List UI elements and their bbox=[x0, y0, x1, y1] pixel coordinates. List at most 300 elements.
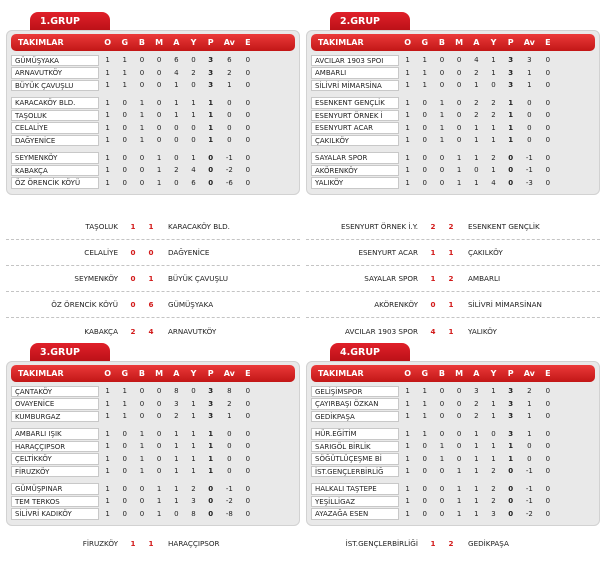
stat-a: 1 bbox=[474, 497, 479, 506]
stat-g: 1 bbox=[122, 387, 128, 396]
header-m: M bbox=[155, 38, 164, 47]
table-row bbox=[11, 385, 295, 398]
team-name[interactable]: SEYMENKÖY bbox=[11, 152, 99, 164]
team-name[interactable]: GÜMÜŞYAKA bbox=[11, 55, 99, 67]
stat-b: 0 bbox=[439, 509, 445, 518]
team-name[interactable]: SAYALAR SPOR bbox=[311, 152, 399, 164]
stat-p: 3 bbox=[508, 387, 514, 396]
team-name[interactable]: ÇELTİKKÖY bbox=[11, 453, 99, 465]
stat-e: 0 bbox=[245, 68, 251, 77]
header-y: Y bbox=[490, 369, 497, 378]
home-team[interactable]: SAYALAR SPOR bbox=[364, 274, 418, 283]
home-score: 2 bbox=[430, 222, 436, 231]
stat-y: 1 bbox=[491, 442, 496, 451]
table-row bbox=[11, 134, 295, 147]
stat-b: 1 bbox=[139, 442, 145, 451]
team-name[interactable]: OVAYENİCE bbox=[11, 398, 99, 410]
stat-b: 0 bbox=[439, 153, 445, 162]
stat-a: 1 bbox=[174, 98, 179, 107]
match-row bbox=[6, 530, 300, 556]
header-o: O bbox=[104, 38, 111, 47]
header-y: Y bbox=[190, 38, 197, 47]
stat-b: 1 bbox=[139, 136, 145, 145]
team-name[interactable]: AMBARLI IŞIK bbox=[11, 428, 99, 440]
stat-o: 1 bbox=[405, 442, 410, 451]
away-team[interactable]: DAĞYENİCE bbox=[168, 248, 210, 257]
stat-o: 1 bbox=[405, 387, 410, 396]
stat-e: 0 bbox=[545, 136, 551, 145]
stat-av: -2 bbox=[525, 509, 533, 518]
stat-m: 1 bbox=[456, 509, 462, 518]
stat-av: 2 bbox=[527, 387, 532, 396]
home-team[interactable]: ÖZ ÖRENCİK KÖYÜ bbox=[51, 300, 118, 309]
stat-y: 1 bbox=[491, 399, 496, 408]
header-av: Av bbox=[523, 369, 535, 378]
header-team: TAKIMLAR bbox=[18, 369, 64, 378]
stat-b: 1 bbox=[439, 442, 445, 451]
home-team[interactable]: AKÖRENKÖY bbox=[374, 300, 418, 309]
stat-a: 0 bbox=[174, 509, 179, 518]
stat-p: 0 bbox=[208, 178, 214, 187]
team-name[interactable]: ÇANTAKÖY bbox=[11, 386, 99, 398]
home-score: 0 bbox=[130, 248, 136, 257]
team-name[interactable]: AMBARLI bbox=[311, 67, 399, 79]
stat-g: 0 bbox=[122, 153, 128, 162]
stat-m: 0 bbox=[156, 98, 162, 107]
stat-m: 1 bbox=[156, 166, 162, 175]
stat-o: 1 bbox=[405, 56, 410, 65]
stat-o: 1 bbox=[105, 387, 110, 396]
team-name[interactable]: HARAÇÇIPSOR bbox=[11, 441, 99, 453]
stat-av: 1 bbox=[227, 412, 232, 421]
stat-p: 1 bbox=[508, 123, 514, 132]
stat-b: 1 bbox=[139, 98, 145, 107]
table-row bbox=[311, 122, 595, 135]
stat-m: 0 bbox=[156, 387, 162, 396]
stat-g: 0 bbox=[122, 123, 128, 132]
table-row bbox=[11, 465, 295, 478]
stat-e: 0 bbox=[545, 412, 551, 421]
table-row bbox=[311, 177, 595, 190]
away-team[interactable]: GEDİKPAŞA bbox=[468, 538, 509, 548]
stat-y: 1 bbox=[491, 387, 496, 396]
stat-m: 0 bbox=[456, 442, 462, 451]
stat-p: 1 bbox=[208, 136, 214, 145]
stat-o: 1 bbox=[105, 166, 110, 175]
header-av: Av bbox=[223, 38, 235, 47]
stat-g: 0 bbox=[422, 484, 428, 493]
stat-a: 0 bbox=[474, 166, 479, 175]
stat-e: 0 bbox=[245, 166, 251, 175]
table-header bbox=[311, 34, 595, 51]
home-team[interactable]: ESENYURT ÖRNEK İ.Y. bbox=[340, 222, 418, 231]
stat-av: 0 bbox=[527, 123, 532, 132]
group-title-tab[interactable]: 1.GRUP bbox=[30, 12, 110, 32]
away-score: 1 bbox=[148, 538, 154, 548]
stat-o: 1 bbox=[105, 484, 110, 493]
stat-o: 1 bbox=[405, 454, 410, 463]
stat-g: 0 bbox=[422, 497, 428, 506]
team-name[interactable]: AKÖRENKÖY bbox=[311, 165, 399, 177]
away-team[interactable]: AMBARLI bbox=[468, 274, 501, 283]
stat-e: 0 bbox=[545, 399, 551, 408]
stat-e: 0 bbox=[245, 399, 251, 408]
stat-p: 3 bbox=[508, 81, 514, 90]
stat-g: 0 bbox=[422, 178, 428, 187]
stat-g: 0 bbox=[122, 497, 128, 506]
stat-av: 0 bbox=[527, 442, 532, 451]
team-name[interactable]: ÇAYIRBAŞI ÖZKAN bbox=[311, 398, 399, 410]
stat-g: 1 bbox=[122, 412, 128, 421]
stat-g: 0 bbox=[422, 442, 428, 451]
team-name[interactable]: YALIKÖY bbox=[311, 177, 399, 189]
home-score: 0 bbox=[430, 300, 436, 309]
team-name[interactable]: BÜYÜK ÇAVUŞLU bbox=[11, 80, 99, 92]
team-name[interactable]: GÜMÜŞPINAR bbox=[11, 483, 99, 495]
home-score: 0 bbox=[130, 274, 136, 283]
away-team[interactable]: YALIKÖY bbox=[468, 326, 497, 336]
away-team[interactable]: HARAÇÇIPSOR bbox=[168, 538, 220, 548]
away-team[interactable]: SİLİVRİ MİMARSİNAN bbox=[468, 300, 542, 309]
stat-p: 0 bbox=[508, 153, 514, 162]
stat-m: 0 bbox=[456, 399, 462, 408]
stat-b: 1 bbox=[139, 123, 145, 132]
stat-y: 1 bbox=[191, 111, 196, 120]
stat-y: 1 bbox=[491, 68, 496, 77]
stat-o: 1 bbox=[105, 153, 110, 162]
header-a: A bbox=[473, 38, 480, 47]
home-score: 1 bbox=[430, 538, 436, 548]
header-p: P bbox=[207, 38, 214, 47]
home-team[interactable]: FİRUZKÖY bbox=[82, 538, 118, 548]
stat-a: 2 bbox=[474, 111, 479, 120]
away-team[interactable]: BÜYÜK ÇAVUŞLU bbox=[168, 274, 228, 283]
stat-b: 1 bbox=[439, 123, 445, 132]
stat-y: 1 bbox=[191, 98, 196, 107]
stat-a: 2 bbox=[474, 412, 479, 421]
away-score: 2 bbox=[448, 274, 454, 283]
team-name[interactable]: AYAZAĞA ESEN bbox=[311, 508, 399, 520]
table-row bbox=[11, 483, 295, 496]
match-row bbox=[306, 292, 600, 318]
stat-av: 0 bbox=[227, 111, 232, 120]
match-row bbox=[306, 214, 600, 240]
stat-p: 3 bbox=[508, 429, 514, 438]
stat-a: 1 bbox=[174, 442, 179, 451]
stat-e: 0 bbox=[245, 509, 251, 518]
stat-m: 0 bbox=[456, 56, 462, 65]
stat-y: 2 bbox=[491, 153, 496, 162]
stat-g: 0 bbox=[122, 111, 128, 120]
stat-av: 1 bbox=[527, 68, 532, 77]
match-row bbox=[306, 240, 600, 266]
group-title-tab[interactable]: 4.GRUP bbox=[330, 343, 410, 363]
home-team[interactable]: ESENYURT ACAR bbox=[358, 248, 418, 257]
stat-p: 0 bbox=[208, 509, 214, 518]
stat-e: 0 bbox=[545, 387, 551, 396]
home-score: 1 bbox=[430, 274, 436, 283]
stat-m: 1 bbox=[456, 467, 462, 476]
team-name[interactable]: HÜR.EĞİTİM bbox=[311, 428, 399, 440]
stat-e: 0 bbox=[245, 111, 251, 120]
stat-g: 1 bbox=[122, 68, 128, 77]
team-name[interactable]: CELALİYE bbox=[11, 122, 99, 134]
stat-o: 1 bbox=[105, 442, 110, 451]
stat-e: 0 bbox=[545, 442, 551, 451]
stat-p: 1 bbox=[508, 98, 514, 107]
table-row bbox=[11, 440, 295, 453]
home-team[interactable]: TAŞOLUK bbox=[85, 222, 118, 231]
stat-m: 0 bbox=[156, 442, 162, 451]
stat-m: 0 bbox=[156, 111, 162, 120]
table-row bbox=[311, 428, 595, 441]
team-name[interactable]: GELİŞİMSPOR bbox=[311, 386, 399, 398]
match-results bbox=[6, 214, 300, 344]
stat-y: 2 bbox=[491, 467, 496, 476]
stat-m: 1 bbox=[456, 153, 462, 162]
team-name[interactable]: SARIGÖL BİRLİK bbox=[311, 441, 399, 453]
stat-o: 1 bbox=[105, 497, 110, 506]
home-team[interactable]: KABAKÇA bbox=[84, 326, 118, 336]
stat-o: 1 bbox=[105, 429, 110, 438]
stat-av: 2 bbox=[227, 68, 232, 77]
stat-y: 1 bbox=[191, 467, 196, 476]
stat-o: 1 bbox=[405, 68, 410, 77]
stat-a: 2 bbox=[474, 68, 479, 77]
header-g: G bbox=[121, 369, 129, 378]
stat-g: 1 bbox=[122, 56, 128, 65]
stat-e: 0 bbox=[245, 136, 251, 145]
stat-o: 1 bbox=[405, 429, 410, 438]
home-team[interactable]: SEYMENKÖY bbox=[74, 274, 118, 283]
stat-av: 2 bbox=[227, 399, 232, 408]
away-team[interactable]: KARACAKÖY BLD. bbox=[168, 222, 230, 231]
table-row bbox=[311, 495, 595, 508]
team-name[interactable]: SİLİVRİ KADIKÖY bbox=[11, 508, 99, 520]
header-y: Y bbox=[190, 369, 197, 378]
stat-av: 3 bbox=[527, 56, 532, 65]
stat-e: 0 bbox=[245, 429, 251, 438]
match-row bbox=[6, 318, 300, 344]
stat-b: 0 bbox=[139, 166, 145, 175]
team-name[interactable]: AVCILAR 1903 SPOI bbox=[311, 55, 399, 67]
stat-e: 0 bbox=[545, 429, 551, 438]
stat-a: 0 bbox=[174, 123, 179, 132]
stat-e: 0 bbox=[545, 484, 551, 493]
away-team[interactable]: ARNAVUTKÖY bbox=[168, 326, 217, 336]
stat-m: 0 bbox=[456, 68, 462, 77]
team-name[interactable]: YEŞİLLİGAZ bbox=[311, 496, 399, 508]
stat-o: 1 bbox=[405, 178, 410, 187]
table-row bbox=[311, 97, 595, 110]
away-team[interactable]: ESENKENT GENÇLİK bbox=[468, 222, 540, 231]
team-name[interactable]: SÖĞÜTLÜÇEŞME Bİ bbox=[311, 453, 399, 465]
stat-p: 0 bbox=[508, 497, 514, 506]
team-name[interactable]: GEDİKPAŞA bbox=[311, 411, 399, 423]
stat-o: 1 bbox=[405, 412, 410, 421]
team-name[interactable]: FİRUZKÖY bbox=[11, 466, 99, 478]
stat-a: 2 bbox=[474, 98, 479, 107]
table-row bbox=[311, 508, 595, 521]
stat-av: -1 bbox=[225, 153, 233, 162]
stat-m: 1 bbox=[156, 509, 162, 518]
stat-a: 1 bbox=[174, 467, 179, 476]
stat-a: 1 bbox=[474, 442, 479, 451]
stat-g: 0 bbox=[122, 166, 128, 175]
stat-b: 0 bbox=[439, 467, 445, 476]
stat-p: 1 bbox=[508, 111, 514, 120]
stat-g: 1 bbox=[422, 68, 428, 77]
team-name[interactable]: ÖZ ÖRENCİK KÖYÜ bbox=[11, 177, 99, 189]
stat-y: 2 bbox=[191, 484, 196, 493]
stat-av: -6 bbox=[225, 178, 233, 187]
stat-b: 0 bbox=[139, 81, 145, 90]
team-name[interactable]: KABAKÇA bbox=[11, 165, 99, 177]
header-p: P bbox=[507, 369, 514, 378]
stat-a: 1 bbox=[474, 467, 479, 476]
stat-m: 1 bbox=[156, 178, 162, 187]
away-team[interactable]: ÇAKILKÖY bbox=[468, 248, 503, 257]
stat-a: 1 bbox=[174, 497, 179, 506]
away-score: 6 bbox=[148, 300, 154, 309]
table-header bbox=[11, 34, 295, 51]
group-title-tab[interactable]: 2.GRUP bbox=[330, 12, 410, 32]
header-a: A bbox=[173, 38, 180, 47]
stat-m: 0 bbox=[456, 136, 462, 145]
stat-m: 0 bbox=[156, 467, 162, 476]
header-b: B bbox=[138, 369, 146, 378]
stat-p: 1 bbox=[208, 123, 214, 132]
table-row bbox=[311, 440, 595, 453]
team-name[interactable]: ESENYURT ACAR bbox=[311, 122, 399, 134]
stat-y: 1 bbox=[191, 429, 196, 438]
header-e: E bbox=[545, 38, 551, 47]
stat-y: 1 bbox=[491, 166, 496, 175]
stat-m: 0 bbox=[456, 387, 462, 396]
stat-o: 1 bbox=[105, 123, 110, 132]
stat-av: 0 bbox=[527, 136, 532, 145]
stat-y: 3 bbox=[491, 509, 496, 518]
team-name[interactable]: ESENYURT ÖRNEK İ bbox=[311, 110, 399, 122]
stat-m: 1 bbox=[456, 484, 462, 493]
stat-p: 0 bbox=[508, 509, 514, 518]
team-name[interactable]: SİLİVRİ MİMARSİNA bbox=[311, 80, 399, 92]
stat-y: 1 bbox=[191, 442, 196, 451]
stat-g: 0 bbox=[422, 136, 428, 145]
stat-y: 2 bbox=[491, 111, 496, 120]
away-team[interactable]: GÜMÜŞYAKA bbox=[168, 300, 214, 309]
stat-p: 1 bbox=[508, 136, 514, 145]
away-score: 4 bbox=[148, 326, 154, 336]
stat-b: 1 bbox=[139, 429, 145, 438]
stat-y: 0 bbox=[191, 123, 196, 132]
stat-e: 0 bbox=[545, 153, 551, 162]
team-name[interactable]: KARACAKÖY BLD. bbox=[11, 97, 99, 109]
away-score: 1 bbox=[148, 274, 154, 283]
team-name[interactable]: İST.GENÇLERBİRLİĞ bbox=[311, 466, 399, 478]
header-e: E bbox=[545, 369, 551, 378]
table-row bbox=[11, 152, 295, 165]
stat-a: 1 bbox=[474, 153, 479, 162]
stat-y: 1 bbox=[491, 123, 496, 132]
stat-m: 1 bbox=[456, 178, 462, 187]
stat-b: 0 bbox=[139, 484, 145, 493]
header-b: B bbox=[138, 38, 146, 47]
stat-e: 0 bbox=[245, 442, 251, 451]
stat-e: 0 bbox=[545, 81, 551, 90]
stat-av: 0 bbox=[227, 123, 232, 132]
stat-g: 1 bbox=[422, 81, 428, 90]
stat-av: 0 bbox=[227, 454, 232, 463]
stat-y: 2 bbox=[491, 484, 496, 493]
stat-p: 3 bbox=[208, 68, 214, 77]
stat-p: 0 bbox=[508, 467, 514, 476]
stat-av: 6 bbox=[227, 56, 232, 65]
stat-av: -1 bbox=[525, 497, 533, 506]
team-name[interactable]: ARNAVUTKÖY bbox=[11, 67, 99, 79]
table-row bbox=[11, 97, 295, 110]
home-team[interactable]: İST.GENÇLERBİRLİĞİ bbox=[345, 538, 418, 548]
stat-p: 3 bbox=[208, 412, 214, 421]
away-score: 0 bbox=[148, 248, 154, 257]
stat-av: -8 bbox=[225, 509, 233, 518]
team-name[interactable]: ÇAKILKÖY bbox=[311, 135, 399, 147]
team-name[interactable]: DAĞYENİCE bbox=[11, 135, 99, 147]
stat-b: 1 bbox=[439, 454, 445, 463]
stat-av: -3 bbox=[525, 178, 533, 187]
team-name[interactable]: HALKALI TAŞTEPE bbox=[311, 483, 399, 495]
stat-a: 1 bbox=[174, 484, 179, 493]
stat-o: 1 bbox=[105, 56, 110, 65]
stat-p: 1 bbox=[208, 429, 214, 438]
team-name[interactable]: TAŞOLUK bbox=[11, 110, 99, 122]
table-row bbox=[311, 164, 595, 177]
table-row bbox=[11, 79, 295, 92]
stat-b: 0 bbox=[439, 387, 445, 396]
stat-b: 0 bbox=[439, 484, 445, 493]
home-team[interactable]: CELALİYE bbox=[84, 248, 118, 257]
stat-a: 2 bbox=[174, 166, 179, 175]
stat-o: 1 bbox=[405, 484, 410, 493]
stat-p: 3 bbox=[208, 399, 214, 408]
stat-p: 1 bbox=[208, 111, 214, 120]
stat-p: 1 bbox=[208, 467, 214, 476]
team-name[interactable]: ESENKENT GENÇLİK bbox=[311, 97, 399, 109]
group-title-tab[interactable]: 3.GRUP bbox=[30, 343, 110, 363]
stat-p: 0 bbox=[508, 178, 514, 187]
stat-a: 1 bbox=[174, 81, 179, 90]
stat-m: 0 bbox=[156, 429, 162, 438]
stat-g: 0 bbox=[422, 153, 428, 162]
stat-y: 1 bbox=[491, 412, 496, 421]
standings-table bbox=[306, 30, 600, 195]
stat-av: 1 bbox=[527, 429, 532, 438]
header-g: G bbox=[121, 38, 129, 47]
match-row bbox=[6, 214, 300, 240]
team-name[interactable]: TEM TERKOS bbox=[11, 496, 99, 508]
stat-b: 0 bbox=[139, 68, 145, 77]
home-score: 0 bbox=[130, 300, 136, 309]
stat-a: 4 bbox=[174, 68, 179, 77]
stat-av: 1 bbox=[527, 399, 532, 408]
stat-av: 8 bbox=[227, 387, 232, 396]
team-name[interactable]: KUMBURGAZ bbox=[11, 411, 99, 423]
stat-g: 0 bbox=[122, 442, 128, 451]
stat-a: 3 bbox=[474, 387, 479, 396]
table-row bbox=[311, 54, 595, 67]
home-team[interactable]: AVCILAR 1903 SPOR bbox=[344, 326, 418, 336]
stat-b: 1 bbox=[439, 98, 445, 107]
